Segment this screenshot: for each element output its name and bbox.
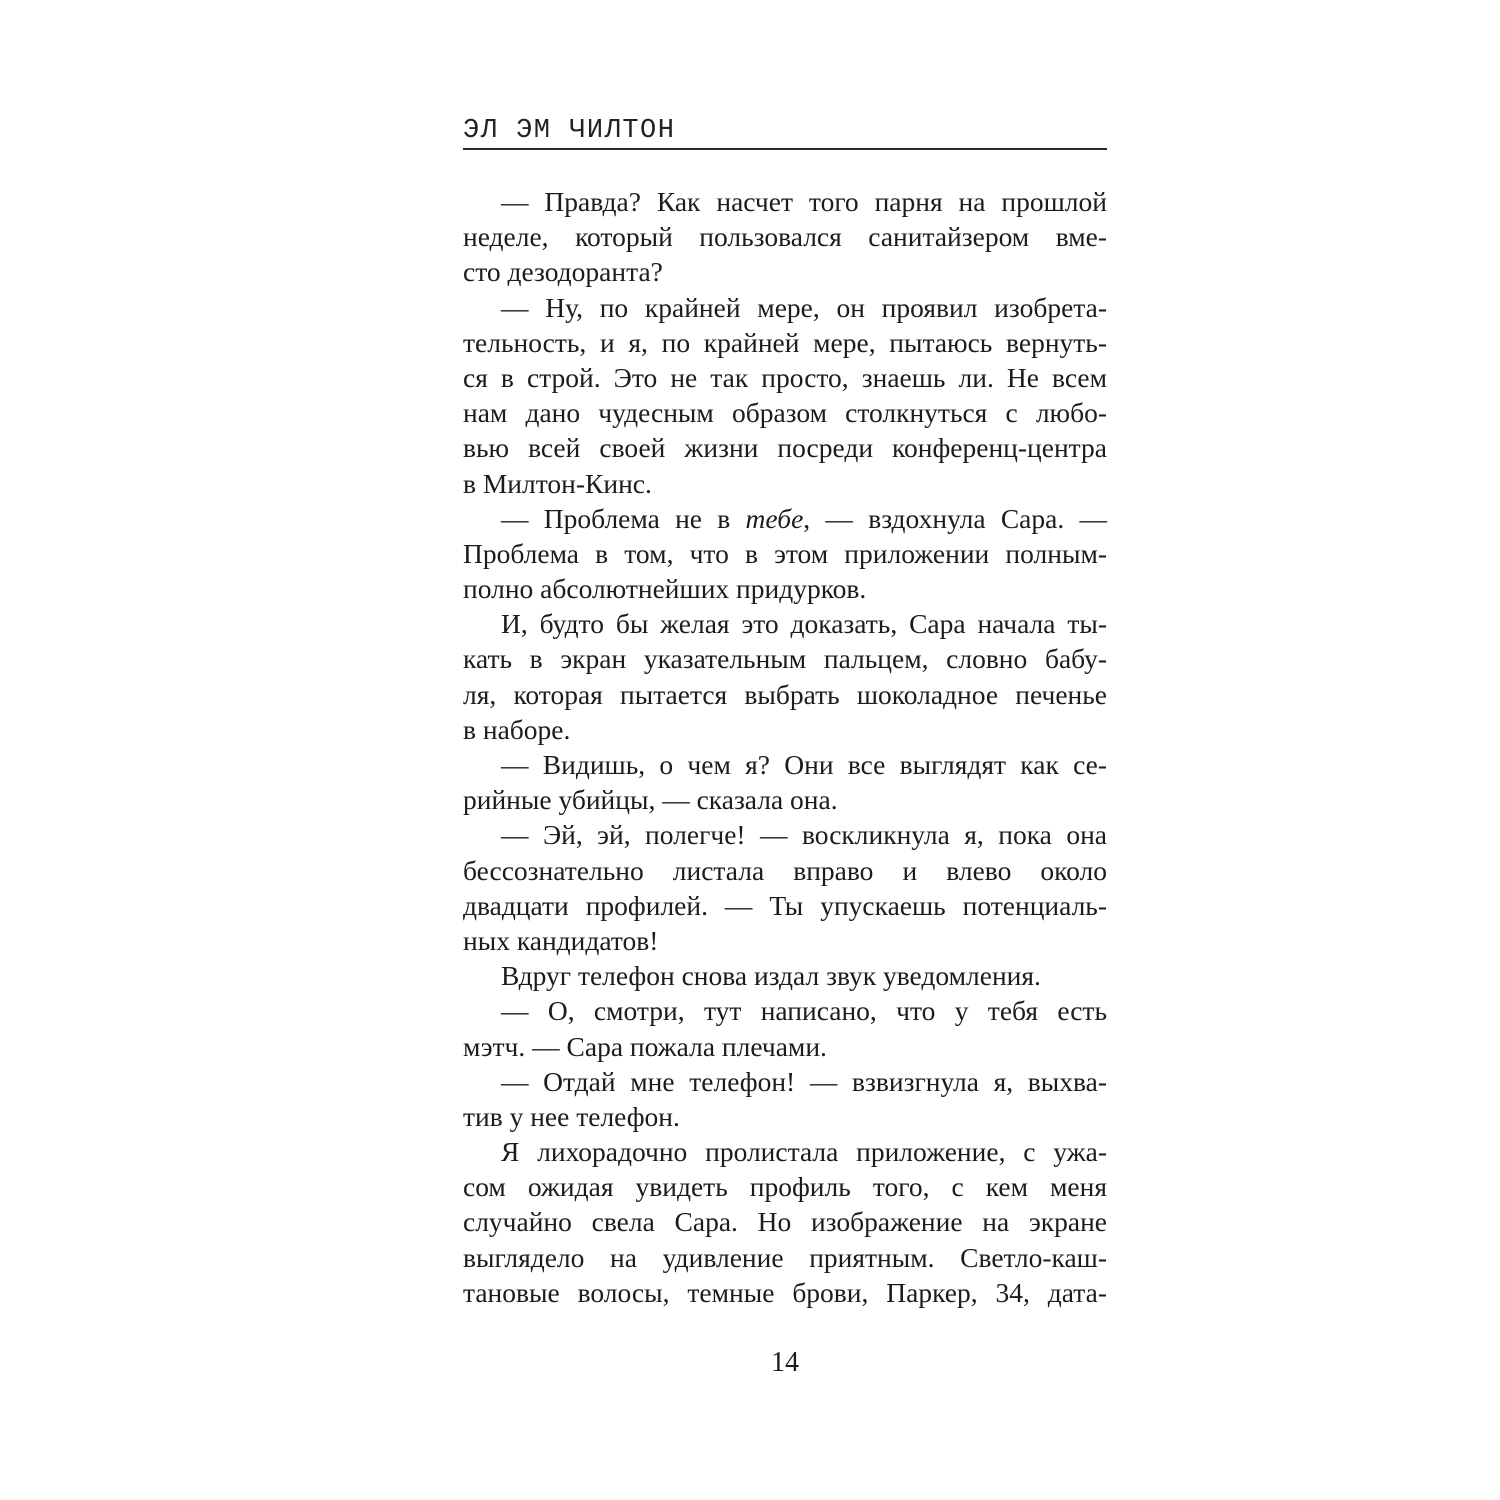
running-head (463, 114, 1107, 150)
text-line: Проблема в том, что в этом приложении полным- (463, 537, 1107, 569)
text-line: сом ожидая увидеть профиль того, с кем меня (463, 1171, 1107, 1203)
text-line: ся в строй. Это не так просто, знаешь ли. Не всем (463, 361, 1107, 393)
text-line: неделе, который пользовался санитайзером вме- (463, 221, 1107, 253)
text-line: — Видишь, о чем я? Они все выглядят как се- (501, 749, 1107, 780)
text-line: Вдруг телефон снова издал звук уведомления. (501, 960, 1041, 992)
text-line: рийные убийцы, — сказала она. (463, 784, 838, 816)
body-text (463, 184, 1107, 1310)
text-line: в Милтон-Кинс. (463, 467, 652, 499)
text-line: тановые волосы, темные брови, Паркер, 34, дата- (463, 1276, 1107, 1308)
text-segment: — Проблема не в (501, 502, 746, 534)
text-line: мэтч. — Сара пожала плечами. (463, 1030, 827, 1062)
text-line: случайно свела Сара. Но изображение на экране (463, 1206, 1107, 1238)
text-line: — Ну, по крайней мере, он проявил изобрета- (501, 291, 1107, 323)
text-line: — Отдай мне телефон! — взвизгнула я, выхва- (501, 1065, 1107, 1097)
text-line: нам дано чудесным образом столкнуться с любо- (463, 397, 1107, 429)
text-line: — Правда? Как насчет того парня на прошлой (501, 186, 1107, 217)
text-line: ля, которая пытается выбрать шоколадное печенье (463, 678, 1107, 710)
text-line: выглядело на удивление приятным. Светло-каш- (463, 1241, 1107, 1273)
text-line: вью всей своей жизни посреди конференц-центра (463, 432, 1107, 464)
text-line: — О, смотри, тут написано, что у тебя есть (501, 995, 1107, 1027)
text-line: двадцати профилей. — Ты упускаешь потенциаль- (463, 889, 1107, 921)
text-line: сто дезодоранта? (463, 256, 663, 288)
page-number: 14 (771, 1347, 799, 1378)
text-line: Я лихорадочно пролистала приложение, с ужа- (501, 1136, 1107, 1168)
text-line: тив у нее телефон. (463, 1100, 680, 1132)
text-line: в наборе. (463, 713, 571, 745)
text-line: ных кандидатов! (463, 924, 659, 956)
italic-emphasis: тебе (745, 502, 804, 534)
text-line: тельность, и я, по крайней мере, пытаюсь вернуть- (463, 326, 1107, 358)
text-segment: , — вздохнула Сара. — (803, 502, 1107, 534)
text-line: кать в экран указательным пальцем, словно бабу- (463, 643, 1107, 675)
text-line: бессознательно листала вправо и влево около (463, 854, 1107, 886)
text-line (463, 501, 1107, 536)
text-line: — Эй, эй, полегче! — воскликнула я, пока она (501, 819, 1107, 851)
text-line: полно абсолютнейших придурков. (463, 573, 867, 605)
author-name: ЭЛ ЭМ ЧИЛТОН (463, 116, 676, 146)
text-line: И, будто бы желая это доказать, Сара начала ты- (501, 608, 1107, 640)
